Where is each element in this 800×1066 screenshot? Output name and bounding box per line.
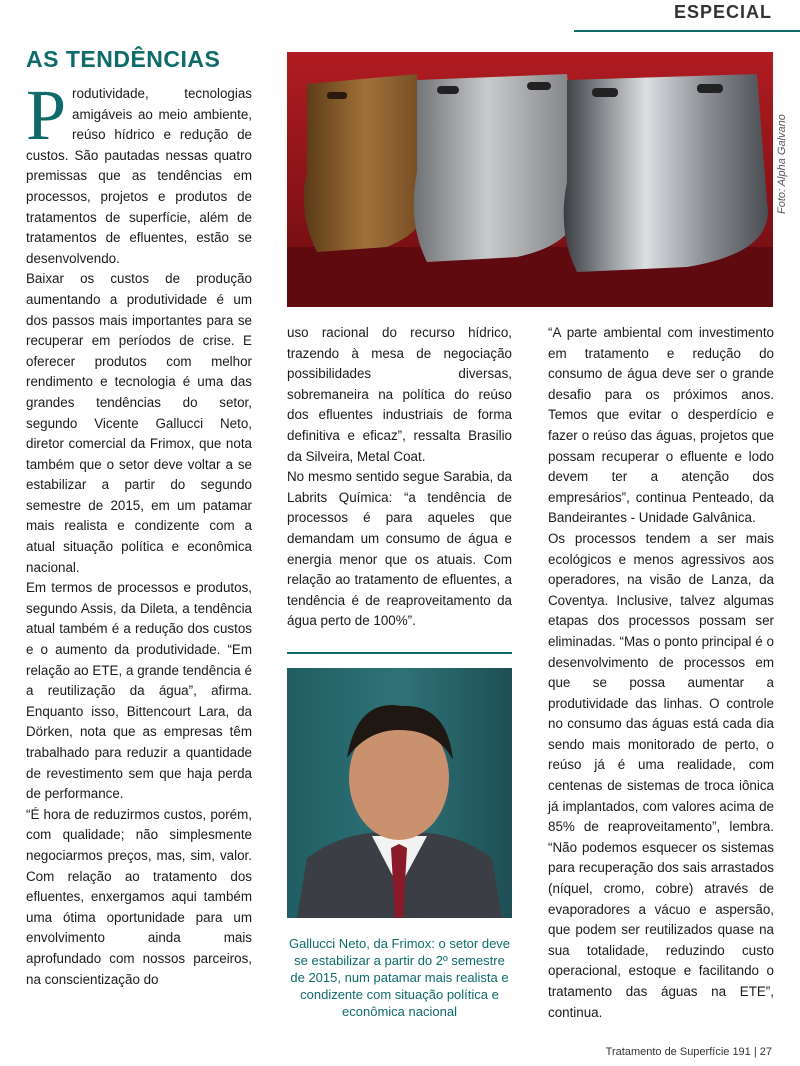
drop-cap: P <box>26 75 67 155</box>
product-photo <box>287 52 773 307</box>
photo-credit: Foto: Alpha Galvano <box>776 114 788 214</box>
paragraph: Baixar os custos de produção aumentando a produtividade é um dos passos mais importantes para se recuperar em períodos de crise. E oferecer produtos com melhor rendimento e tecnologia é uma das grandes tendências do setor, segundo Vicente Gallucci Neto, diretor comercial da Frimox, que nota também que o setor deve voltar a se estabilizar a partir do segundo semestre de 2015, em um patamar mais realista e condizente com a atual situação política e econômica nacional. <box>26 271 252 575</box>
column-3 <box>548 323 774 1023</box>
paragraph: “É hora de reduzirmos custos, porém, com qualidade; não simplesmente negociarmos preços, mas, sim, valor. Com relação ao tratamento dos efluentes, enxergamos aqui também uma ótima oportunidade para um envolvimento ainda mais aprofundado com nossos parceiros, na conscientização do <box>26 806 252 987</box>
paragraph: Os processos tendem a ser mais ecológicos e menos agressivos aos operadores, na visão de Lanza, da Coventya. Inclusive, talvez algumas etapas dos processos possam ser eliminadas. “Mas o ponto principal é o desenvolvimento de processos em que se possa aumentar a produtividade das linhas. O controle no consumo das águas está cada dia sendo mais monitorado de perto, o reúso já é uma realidade, com centenas de sistemas de troca iônica já implantados, com valores acima de 85% de reaproveitamento”, lembra. “Não podemos esquecer os sistemas para recuperação dos sais arrastados (níquel, cromo, cobre) através de evaporadores a vácuo e aspersão, que podem ser reutilizados quase na sua totalidade, reduzindo custo operacional, estoque e facilitando o tratamento das águas na ETE”, continua. <box>548 530 774 1020</box>
metal-parts-image <box>287 52 773 307</box>
caption-divider <box>287 652 512 654</box>
paragraph: Em termos de processos e produtos, segundo Assis, da Dileta, a tendência atual também é a redução dos custos e o aumento da produtividade. “Em relação ao ETE, a grande tendência é a reutilização da água”, afirma. Enquanto isso, Bittencourt Lara, da Dörken, nota que as empresas têm trabalhado para reduzir a quantidade de revestimento sem que haja perda de performance. <box>26 580 252 802</box>
paragraph-text: rodutividade, tecnologias amigáveis ao meio ambiente, reúso hídrico e redução de custos. São pautadas nessas quatro premissas que as tendências em processos, projetos e produtos de tratamentos de superfície, além de tratamentos de efluentes, estão se desenvolvendo. <box>26 86 252 266</box>
paragraph: No mesmo sentido segue Sarabia, da Labrits Química: “a tendência de processos é para aqueles que demandam um consumo de água e energia menor que os atuais. Com relação ao tratamento de efluentes, a tendência é de reaproveitamento da água perto de 100%”. <box>287 469 512 629</box>
portrait-image <box>287 668 512 918</box>
paragraph: uso racional do recurso hídrico, trazendo à mesa de negociação possibilidades diversas, sobremaneira na política do reúso dos efluentes industriais de forma definitiva e eficaz”, ressalta Brasilio da Silveira, Metal Coat. <box>287 325 512 464</box>
section-rule <box>574 30 800 32</box>
paragraph <box>26 75 252 269</box>
column-1 <box>26 75 252 990</box>
portrait-photo <box>287 668 512 918</box>
page-footer: Tratamento de Superfície 191 | 27 <box>605 1046 772 1058</box>
article-heading: AS TENDÊNCIAS <box>26 46 221 72</box>
section-tag: ESPECIAL <box>673 2 772 22</box>
photo-caption: Gallucci Neto, da Frimox: o setor deve se estabilizar a partir do 2º semestre de 2015, num patamar mais realista e condizente com situação política e econômica nacional <box>288 936 511 1019</box>
paragraph: “A parte ambiental com investimento em tratamento e redução do consumo de água deve ser o grande desafio para os próximos anos. Temos que evitar o desperdício e fazer o reúso das águas, projetos que possam recuperar o efluente e lodo devem ter a atenção dos empresários”, continua Penteado, da Bandeirantes - Unidade Galvânica. <box>548 325 774 526</box>
column-2 <box>287 323 512 632</box>
